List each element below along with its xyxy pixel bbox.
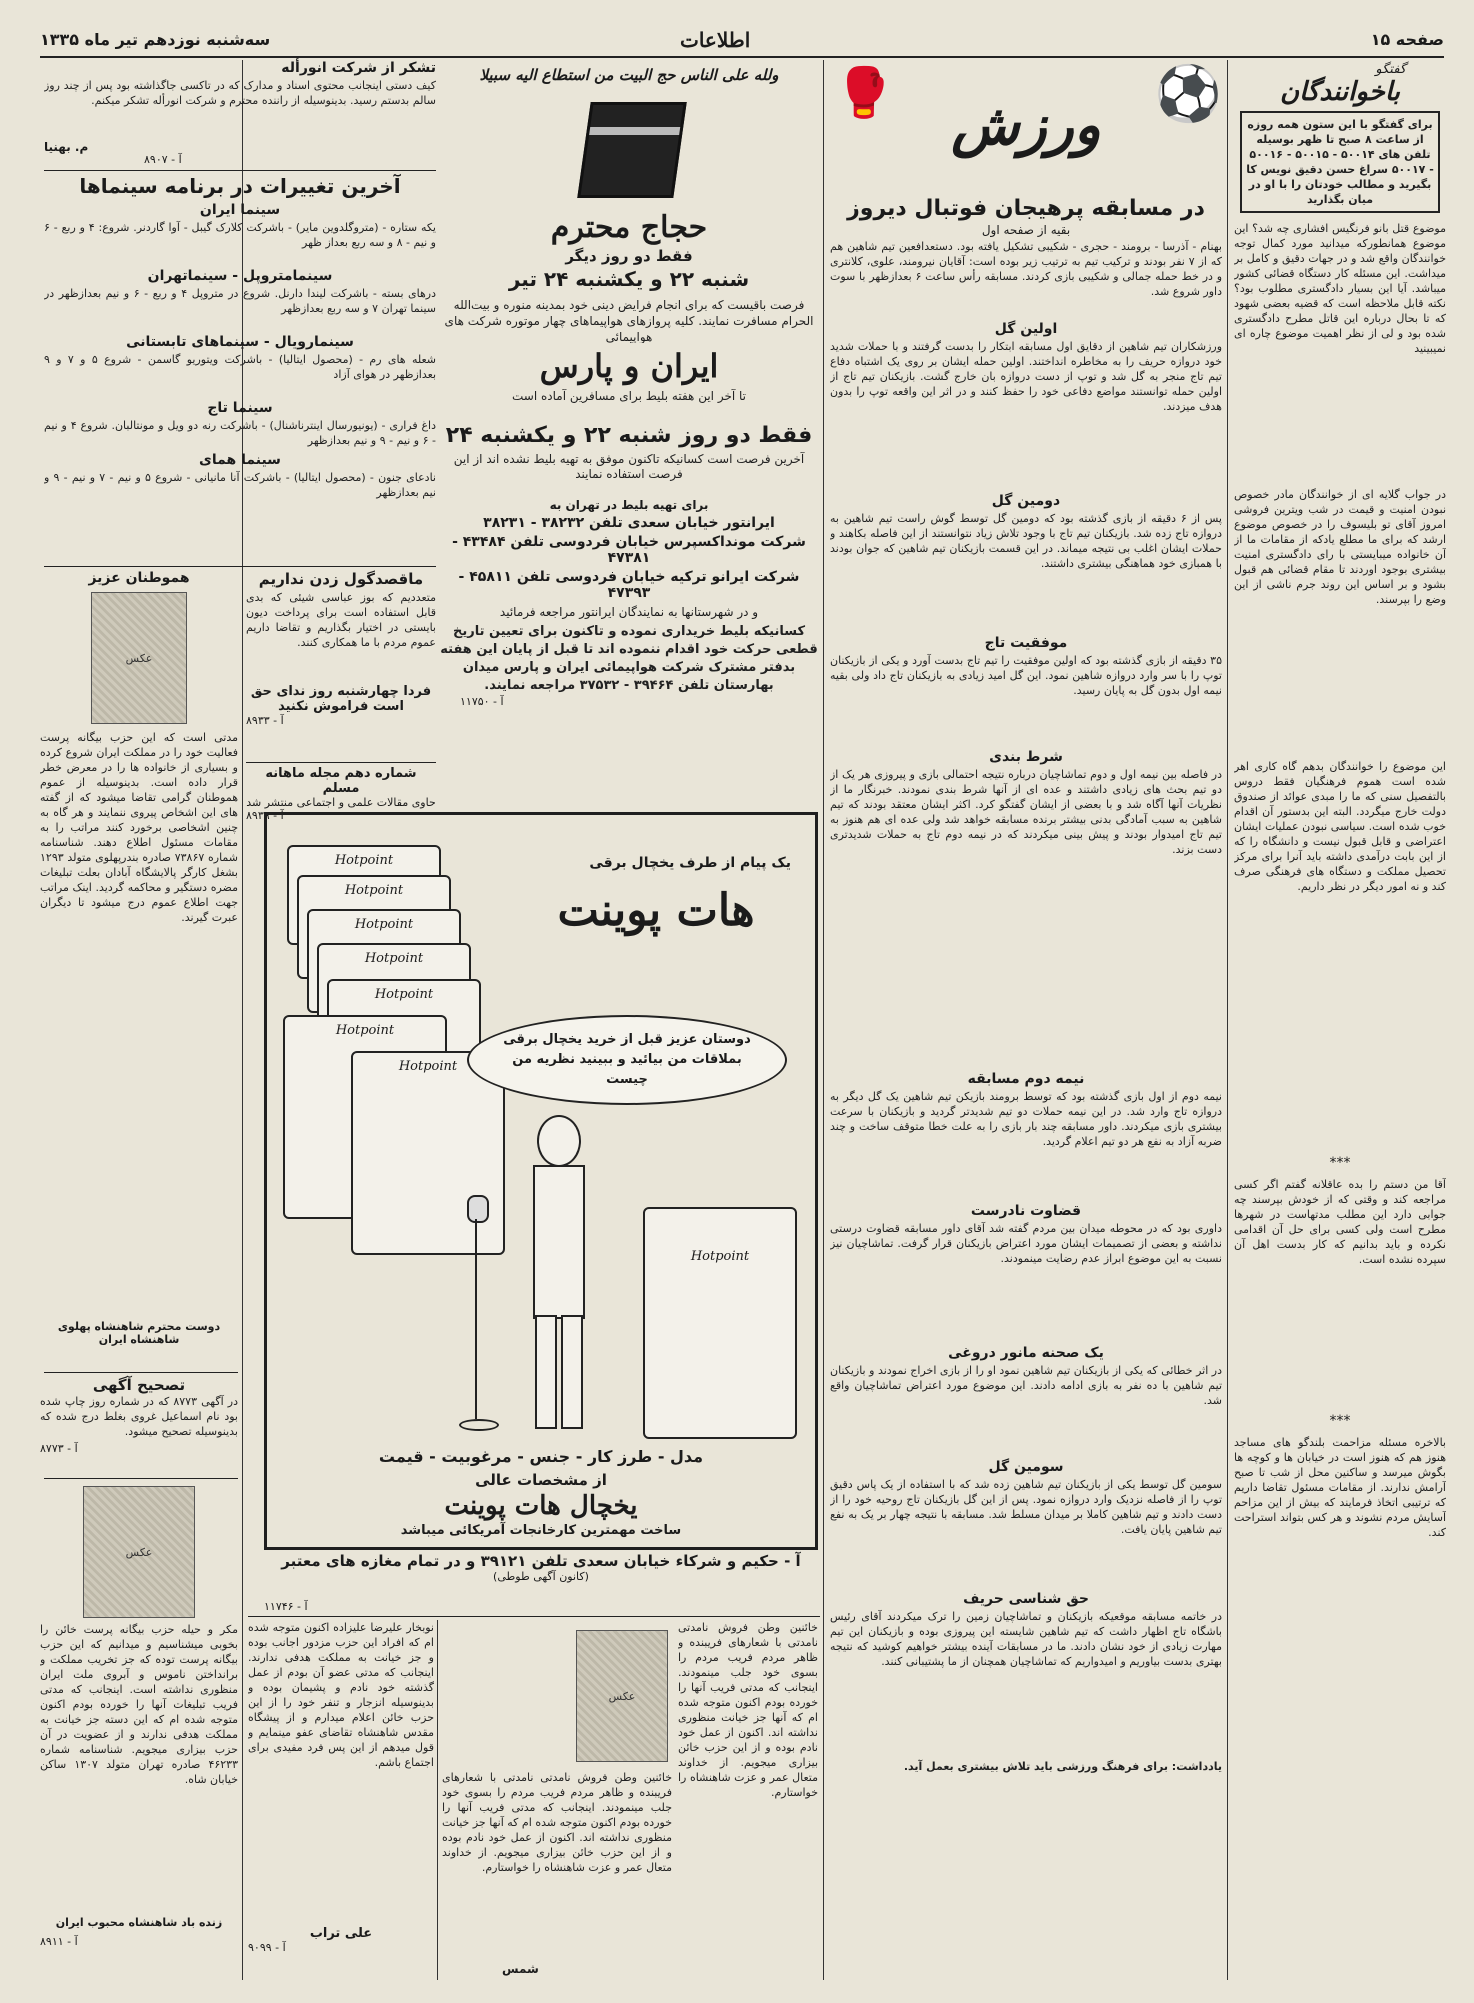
- sports-s4: در فاصله بین نیمه اول و دوم تماشاچیان درباره نتیجه احتمالی بازی و پیروزی هر یک از دو تیم بحث های زیادی داشتند و عده ای از آنها شرط بندی نمودند. خبرنگار ما از نظریات آنها آگاه شد و با بعضی از ایشان گفتگو کرد. اکثر ایشان معتقد بودند که تیم شاهین به سبب آمادگی بدنی بیشتر برنده مسابقه خواهد شد ولی عده ای هم هنوز به تیم تاج امیدوار بودند و پیش بینی میکردند که در نیمه دوم تاج به حملات شدیدتری دست بزند.: [830, 768, 1222, 856]
- aziz-notice: [248, 1620, 434, 1980]
- cinema-royal-body: شعله های رم - (محصول ایتالیا) - باشرکت ویتوریو گاسمن - شروع ۵ و ۷ و ۹ بعدازظهر در هوای آزاد: [44, 353, 436, 381]
- agent-iranatour: ایرانتور خیابان سعدی تلفن ۳۸۲۳۲ - ۳۸۲۳۱: [483, 515, 775, 531]
- hotpoint-speech: دوستان عزیز قبل از خرید یخچال برقی بملاقات من بیائید و ببینید نظریه من چیست: [503, 1032, 751, 1087]
- cinema-homa-body: نادعای جنون - (محصول ایتالیا) - باشرکت آنا مانیانی - شروع ۵ و نیم - ۷ و نیم - ۹ و نیم بعدازظهر: [44, 471, 436, 499]
- kaaba-emblem: [440, 60, 818, 210]
- cinema-royal-name: سینمارویال - سینماهای تابستانی: [126, 334, 354, 350]
- sports-s5: نیمه دوم از اول بازی گذشته بود که توسط برومند بازیکن تیم شاهین یک گل دیگر به دروازه تاج وارد شد. در این نیمه حملات دو تیم شدیدتر گردید و بازیکنان با سرعت بیشتری بازی میکردند. داور مسابقه چند بار بازی را به علت خطا متوقف ساخت و چند ضربه آزاد به نفع هر دو تیم اعلام گردید.: [830, 1090, 1222, 1148]
- divider: [248, 1616, 820, 1617]
- section-mark: ***: [1329, 1413, 1351, 1429]
- soccer-players-icon: ⚽: [1154, 62, 1222, 125]
- hajj-body2: تا آخر این هفته بلیط برای مسافرین آماده است: [512, 389, 746, 403]
- aziz-code: آ - ۹۰۹۹: [248, 1941, 286, 1954]
- fridge-illustration: Hotpoint: [317, 943, 471, 1047]
- magazine-title: شماره دهم مجله ماهانه مسلم: [265, 766, 417, 796]
- cartoon-man-icon: [507, 1115, 607, 1435]
- hajj-body3: آخرین فرصت است کسانیکه تاکنون موفق به تهیه بلیط نشده اند از این فرصت استفاده نمایند: [453, 452, 805, 481]
- readers-column: [1234, 62, 1446, 1977]
- sports-s2: پس از ۶ دقیقه از بازی گذشته بود که دومین گل توسط گوش راست تیم شاهین به دروازه تاج زده شد. بازیکنان تیم تاج با وجود تلاش زیاد نتوانستند از این فاصله بکاهند و حملات ایشان اغلب بی نتیجه میماند. در این قسمت بازیکنان تیم شاهین که جوان بودند با همبازی خود هماهنگی بیشتری داشتند.: [830, 512, 1222, 570]
- sports-closing: یادداشت: برای فرهنگ ورزشی باید تلاش بیشتری بعمل آید.: [903, 1760, 1222, 1773]
- speech-bubble: [467, 1015, 787, 1105]
- hotpoint-maker: ساخت مهمترین کارخانجات آمریکائی میباشد: [400, 1523, 682, 1538]
- sports-s8: سومین گل توسط یکی از بازیکنان تیم شاهین زده شد که با استفاده از یک پاس دقیق توپ را از فاصله نزدیک وارد دروازه نمود. پس از این گل بازیکنان تاج روحیه خود را از دست دادند و تیم شاهین کاملا بر میدان مسلط شد. مسابقه با نتیجه چهار بر یک به نفع تیم شاهین پایان یافت.: [830, 1478, 1222, 1536]
- continued-note: بقیه از صفحه اول: [981, 223, 1071, 237]
- sports-s1: ورزشکاران تیم شاهین از دقایق اول مسابقه ابتکار را بدست گرفتند و با حملات شدید خود دروازه حریف را به مخاطره انداختند. اولین حمله ایشان بر روی یک اشتباه دفاع تیم تاج منجر به گل شد و توپ از دست دروازه بان خارج گشت. بازیکنان تیم تاج از اولین حمله توانستند مواضع دفاعی خود را حفظ کنند و در اثر این واقعه توپ را بدون هدف میزدند.: [830, 340, 1222, 413]
- sports-section-title: ورزش: [951, 92, 1101, 158]
- readers-body4: بالاخره مسئله مزاحمت بلندگو های مساجد هنوز هم که هنوز است در خیابان ها و کوچه ها بگوش میرسد و ساکنین محل از شب تا صبح آرامش ندارند. از مقامات مسئول تقاضا داریم که ترتیبی اتخاذ فرمایند که بیش از این مزاحم آسایش مردم نشوند و هر کس بتواند استراحت کند.: [1234, 1436, 1446, 1539]
- hajj-code: آ - ۱۱۷۵۰: [460, 695, 504, 708]
- portrait-photo: عکس: [576, 1630, 668, 1762]
- compatriots-sign: دوست محترم شاهنشاه پهلوی شاهنشاه ایران: [57, 1320, 221, 1346]
- compatriots-title: هموطنان عزیز: [88, 570, 190, 586]
- hotpoint-code: آ - ۱۱۷۴۶: [264, 1600, 308, 1613]
- thanks-notice: [44, 60, 436, 168]
- hotpoint-dealer: آ - حکیم و شرکاء خیابان سعدی تلفن ۳۹۱۲۱ و در تمام مغازه های معتبر: [281, 1552, 801, 1570]
- divider: [44, 170, 436, 171]
- readers-phone-note: برای گفتگو با این ستون همه روزه از ساعت ۸ صبح تا ظهر بوسیله تلفن های ۵۰۰۱۴ - ۵۰۰۱۵ - ۵۰۰۱۶ - ۵۰۰۱۷ سراغ حسن دقیق نویس کا بگیرید و مطالب خودتان را با او در میان بگذارید: [1246, 118, 1434, 206]
- magazine-code: آ - ۸۹۳۹: [246, 809, 284, 822]
- notice-code: آ - ۸۹۳۳: [246, 714, 284, 727]
- hotpoint-ad: [264, 812, 818, 1550]
- hajj-company: ایران و پارس: [539, 347, 719, 385]
- cinema-title: آخرین تغییرات در برنامه سینماها: [79, 174, 401, 198]
- boxers-icon: 🥊: [834, 65, 894, 121]
- thanks-title: تشکر از شرکت انورأله: [281, 60, 436, 76]
- hotpoint-brand: هات پوینت: [557, 885, 755, 936]
- cinema-taj-name: سینما تاج: [207, 400, 273, 416]
- hotpoint-from: از مشخصات عالی: [475, 1471, 607, 1489]
- compatriots-notice: [40, 570, 238, 1370]
- cinema-homa-name: سینما همای: [199, 452, 281, 468]
- divider: [246, 762, 436, 763]
- aziz-body: نوبخار علیرضا علیزاده اکنون متوجه شده ام که افراد این حزب مزدور اجانب بوده و جز خیانت به مملکت هدفی ندارند. اینجانب که مدتی عضو آن بودم از عمل گذشته خود نادم و پشیمان بوده و بدینوسیله انزجار و تنفر خود را از این حزب خائن اعلام میدارم و از پیشگاه مقدس شاهنشاه تقاضای عفو مینمایم و قول میدهم از این پس فرد مفیدی برای اجتماع باشم.: [248, 1621, 434, 1769]
- divider: [44, 1372, 238, 1373]
- divider: [44, 1478, 238, 1479]
- fridge-illustration: Hotpoint: [287, 845, 441, 945]
- hotpoint-features: مدل - طرز کار - جنس - مرغوبیت - قیمت: [378, 1447, 704, 1466]
- masthead: [40, 28, 1444, 54]
- hajj-dates: شنبه ۲۲ و یکشنبه ۲۴ تیر: [508, 267, 750, 291]
- hajj-title: حجاج محترم: [550, 210, 708, 245]
- aziz-sign: علی تراب: [309, 1926, 373, 1941]
- cinema-taj-body: داغ فراری - (یونیورسال اینترناشنال) - باشرکت رنه دو ویل و مونتالبان. شروع ۴ و نیم - ۶ و نیم - ۹ و نیم بعدازظهر: [44, 419, 436, 447]
- arabic-motto: ولله علی الناس حج البیت من استطاع الیه سبیلا: [479, 66, 779, 84]
- sports-s6: داوری بود که در محوطه میدان بین مردم گفته شد آقای داور مسابقه قضاوت درستی نداشته و بعضی از تصمیمات ایشان مورد اعتراض بازیکنان قرار گرفت. تماشاچیان نیز نسبت به این موضوع ابراز عدم رضایت مینمودند.: [830, 1222, 1222, 1265]
- correction-code: آ - ۸۷۷۳: [40, 1442, 78, 1455]
- column-divider: [1227, 60, 1228, 1980]
- subheading-betting: شرط بندی: [989, 749, 1063, 765]
- sports-s9: در خاتمه مسابقه موقعیکه بازیکنان و تماشاچیان زمین را ترک میکردند آقای رئیس باشگاه تاج اظهار داشت که تیم شاهین شایسته این پیروزی بوده و بازیکنان این تیم مهارت زیادی از خود نشان دادند. ما در مسابقات آینده بیشتر خواهیم کوشید که نتیجه بهتری بدست بیاوریم و امیدواریم که تماشاچیان همچنان از ما پشتیبانی کنند.: [830, 1610, 1222, 1668]
- thanks-code: آ - ۸۹۰۷: [144, 153, 182, 166]
- party-warning-sign: زنده باد شاهنشاه محبوب ایران: [55, 1916, 223, 1929]
- correction-body: در آگهی ۸۷۷۳ که در شماره روز چاپ شده بود نام اسماعیل غروی بغلط درج شده که بدینوسیله تصحیح میشود.: [40, 1395, 238, 1438]
- fridge-illustration: Hotpoint: [307, 909, 461, 1013]
- cinema-program: [44, 174, 436, 564]
- portrait-photo: عکس: [91, 592, 187, 724]
- agent-iran-turkey: شرکت ایرانو ترکیه خیابان فردوسی تلفن ۴۵۸۱۱ - ۴۷۳۹۳: [458, 569, 800, 601]
- kaaba-icon: [577, 102, 686, 198]
- subheading-first-goal: اولین گل: [994, 321, 1058, 337]
- sports-s7: در اثر خطائی که یکی از بازیکنان تیم شاهین نمود او را از بازی اخراج نمودند و بازیکنان تیم شاهین با ده نفر به بازی ادامه دادند. این موضوع مورد اعتراض تماشاچیان واقع شد.: [830, 1364, 1222, 1407]
- sports-headline: در مسابقه پرهیجان فوتبال دیروز: [847, 196, 1205, 221]
- section-mark: ***: [1329, 1155, 1351, 1171]
- readers-title: باخوانندگان: [1279, 77, 1400, 107]
- sports-s3: ۳۵ دقیقه از بازی گذشته بود که اولین موفقیت را تیم تاج بدست آورد و یکی از بازیکنان توپ را با سر وارد دروازه شاهین نمود. این گل امید زیادی به بازیکنان تاج داد ولی بقیه نیمه اول بدون گل به پایان رسید.: [830, 654, 1222, 697]
- cinema-metropol-name: سینمامتروپل - سینماتهران: [147, 268, 333, 284]
- subheading-false-maneuver: یک صحنه مانور دروغی: [948, 1345, 1104, 1361]
- notice-box: [246, 570, 436, 760]
- microphone-icon: [457, 1195, 497, 1435]
- cinema-metropol-body: درهای بسته - باشرکت لیندا دارنل. شروع در متروپل ۴ و ربع - ۶ و نیم بعدازظهر در سینما تهران ۷ و سه ربع بعدازظهر: [44, 287, 436, 315]
- fridge-illustration: Hotpoint: [297, 875, 451, 979]
- sports-column: [830, 62, 1222, 1977]
- traitor-body: خائنین وطن فروش نامدتی نامدتی با شعارهای فریبنده و ظاهر مردم فریب مردم را بسوی خود جلب مینمودند. اینجانب که مدتی فریب آنها را خورده بودم اکنون متوجه شده ام که آنها جز خیانت منظوری نداشته اند. اکنون از عمل خود نادم بوده و از این حزب خائن بیزاری میجویم. از خداوند متعال عمر و عزت شاهنشاه را خواستارم.: [678, 1621, 818, 1799]
- thanks-sign: م. بهنیا: [44, 140, 89, 154]
- subheading-taj-success: موفقیت تاج: [984, 635, 1068, 651]
- masthead-rule: [40, 56, 1444, 58]
- column-divider: [823, 60, 824, 1980]
- readers-phone-box: [1240, 111, 1440, 213]
- magazine-body: حاوی مقالات علمی و اجتماعی منتشر شد: [246, 796, 436, 809]
- traitor-notice: [442, 1620, 818, 1980]
- agent-mondexpress: شرکت مونداکسپرس خیابان فردوسی تلفن ۴۳۴۸۴ - ۴۷۳۸۱: [452, 534, 806, 566]
- issue-date: سه‌شنبه نوزدهم تیر ماه ۱۳۳۵: [40, 30, 271, 49]
- hajj-agents-title: برای تهیه بلیط در تهران به: [549, 498, 709, 512]
- fridge-illustration: Hotpoint: [643, 1207, 797, 1439]
- hajj-notice: کسانیکه بلیط خریداری نموده و تاکنون برای تعیین تاریخ قطعی حرکت خود اقدام ننموده اند تا قبل از پایان این هفته بدفتر مشترک شرکت هواپیمائی ایران و پارس میدان بهارستان تلفن ۳۹۴۶۴ - ۳۷۵۳۲ مراجعه نمایند.: [440, 624, 818, 693]
- party-warning-code: آ - ۸۹۱۱: [40, 1935, 78, 1948]
- compatriots-body: مدتی است که این حزب بیگانه پرست فعالیت خود را در مملکت ایران شروع کرده و بسیاری از خانواده ها را در معرض خطر قرار داده است. بدینوسیله از عموم هموطنان گرامی تقاضا میشود که از گفته های این اشخاص پیروی ننمایند و هر گاه به چنین اشخاصی برخورد کنند مراتب را به مقامات مسئول اطلاع دهند. شناسنامه شماره ۷۳۸۶۷ صادره بندرپهلوی متولد ۱۲۹۳ بشغل کارگر پالایشگاه آبادان بعلت تبلیغات مضره دستگیر و محاکمه گردید. اینک مراتب جهت اطلاع عموم درج میشود تا دیگران عبرت گیرند.: [40, 731, 238, 924]
- subheading-second-goal: دومین گل: [991, 493, 1061, 509]
- readers-body1: در جواب گلایه ای از خوانندگان مادر خصوص نبودن امنیت و قیمت در شب ویترین فروشی امروز آقای تو بلیسوف را در خصوص موضوع ارشد که برای ما مطلع یادکه از مقامات ما از آن خانواده میبایستی با رای دادگستری امنیت بیشتری بوجود اوردند تا مقام قضائی هم قبول بشود و بر اساس این روند جرم ناشی از این وضع را بپرسند.: [1234, 488, 1446, 606]
- hajj-ad: [440, 60, 818, 800]
- hajj-subtitle: فقط دو روز دیگر: [565, 247, 693, 265]
- correction-notice: [40, 1376, 238, 1476]
- subheading-second-half: نیمه دوم مسابقه: [967, 1071, 1085, 1087]
- portrait-photo: عکس: [83, 1486, 195, 1618]
- fridge-illustration: Hotpoint: [351, 1051, 505, 1255]
- divider: [44, 566, 436, 567]
- notice-title: ماقصدگول زدن نداریم: [258, 570, 424, 588]
- notice-body: متعددیم که بوز عباسی شیئی که بدی قابل استفاده است برای پرداخت دیون بایستی در اختیار بگذاریم و تقاضا داریم عموم مردم با ما همکاری کنند.: [246, 591, 436, 649]
- column-divider: [437, 1620, 438, 1980]
- hajj-last-days: فقط دو روز شنبه ۲۲ و یکشنبه ۲۴: [445, 423, 813, 448]
- paper-name: اطلاعات: [680, 28, 751, 52]
- notice-note: فردا چهارشنبه روز ندای حق است فراموش نکنید: [250, 684, 432, 714]
- hajj-body: فرصت باقیست که برای انجام فرایض دینی خود بمدینه منوره و بیت‌الله الحرام مسافرت نمایند. کلیه پروازهای هواپیماهای چهار موتوره شرکت های هواپیمائی: [444, 298, 814, 343]
- subheading-refereeing: قضاوت نادرست: [970, 1203, 1082, 1219]
- cinema-iran-name: سینما ایران: [199, 202, 281, 218]
- sports-banner: [830, 62, 1222, 192]
- hotpoint-product: یخچال هات پوینت: [444, 1491, 638, 1521]
- thanks-body: کیف دستی اینجانب محتوی اسناد و مدارک که در تاکسی جاگذاشته بود پس از چند روز سالم بدستم رسید. بدینوسیله از راننده محترم و شرکت انورأله تشکر میکنم.: [44, 79, 436, 107]
- sports-intro: بهنام - آذرسا - برومند - حجری - شکیبی تشکیل یافته بود. دستعدافعین تیم شاهین هم که از ۷ نفر بودند و ترکیب تیم به ترتیب زیر بوده است: آقایان نیرومند، علوی، کلانتری و در خط حمله جمالی و شکیبی بازی کردند. مسابقه رأس ساعت ۶ بعدازظهر با سوت داور شروع شد.: [830, 240, 1222, 298]
- readers-intro: موضوع قتل بانو فرنگیس افشاری چه شد؟ این موضوع همانطورکه میدانید مورد کمال توجه خوانندگان واقع شد و در جهات دقیق و کامل بر میداشت. این مسئله کار دستگاه قضائی کشور میباشد. آیا این بسیار دادگستری مطلوب بود؟ نکته قابل ملاحظه است که قضیه بعضی شهود که تا بحال درباره این قاتل مطرح دادگستری شده بود و لی از نظر اهمیت موضوع چاره ای نمیبینید: [1234, 222, 1446, 355]
- subheading-third-goal: سومین گل: [988, 1459, 1064, 1475]
- subheading-gratitude: حق شناسی حریف: [963, 1591, 1089, 1607]
- hajj-provinces: و در شهرستانها به نمایندگان ایرانتور مراجعه فرمائید: [499, 605, 759, 619]
- cinema-iran-body: یکه ستاره - (متروگلدوین مایر) - باشرکت کلارک گیبل - آوا گاردنر. شروع: ۴ و ربع - ۶ و نیم - ۸ و سه ربع بعداز ظهر: [44, 221, 436, 249]
- hotpoint-tagline: یک پیام از طرف یخچال برقی: [589, 855, 791, 871]
- traitor-sign: شمس: [502, 1962, 539, 1976]
- party-warning-notice: [40, 1482, 238, 1980]
- hotpoint-dealer-box: [264, 1550, 818, 1596]
- traitor-body-continued: خائنین وطن فروش نامدتی نامدتی با شعارهای فریبنده و ظاهر مردم فریب مردم را بسوی خود جلب مینمودند. اینجانب که مدتی فریب آنها را خورده بودم اکنون متوجه شده ام که آنها جز خیانت منظوری نداشته اند. اکنون از عمل خود نادم بوده و از این حزب خائن بیزاری میجویم. از خداوند متعال عمر و عزت شاهنشاه را خواستارم.: [442, 1771, 672, 1874]
- readers-body3: آقا من دستم را بده عاقلانه گفتم اگر کسی مراجعه کند و وقتی که از خودش بپرسند چه جوابی دارد این مطلب مدتهاست در شهرها مطرح است ولی کسی برای حل آن اقدامی نکرده و باید بدانیم که کار بدست اهل آن سپرده نشده است.: [1234, 1178, 1446, 1266]
- readers-title-small: گفتگو: [1375, 62, 1406, 77]
- correction-title: تصحیح آگهی: [92, 1376, 186, 1394]
- hotpoint-agency: (کانون آگهی طوطی): [493, 1570, 589, 1583]
- fridge-illustration: Hotpoint: [327, 979, 481, 1083]
- readers-body2: این موضوع را خوانندگان بدهم گاه کاری اهر شده است هموم فرهنگیان فقط دروس بالتفصیل سنی که ما را مبدی عوائد از صندوق دولت خارج میگردد. البته این بدستور آن اقدام خوب شده است. سیاسی نبودن عملیات ایشان اعتراضی و قابل قبول نیست و دانشگاه را که از این بابت درآمدی داشته باید آنرا برای مرکز تحصیل مملکت و دستگاه های فرهنگی صرف کند و نه امور دیگر در نظر داریم.: [1234, 760, 1446, 893]
- page-number: صفحه ۱۵: [1370, 30, 1444, 49]
- party-warning-body: مکر و حیله حزب بیگانه پرست خائن را بخوبی میشناسیم و میدانیم که این حزب بیگانه پرست توده که جز تخریب مملکت و برانداختن ناموس و آبروی ملت ایران منظوری نداشته است. اینجانب که مدتی فریب تبلیغات آنها را خورده بودم اکنون متوجه شده ام که این دسته جز خیانت به مملکت هدفی ندارند و از عضویت در آن حزب بیزاری میجویم. شناسنامه شماره ۴۶۲۳۳ صادره تهران متولد ۱۳۰۷ ساکن خیابان شاه.: [40, 1623, 238, 1786]
- fridge-illustration: Hotpoint: [283, 1015, 447, 1219]
